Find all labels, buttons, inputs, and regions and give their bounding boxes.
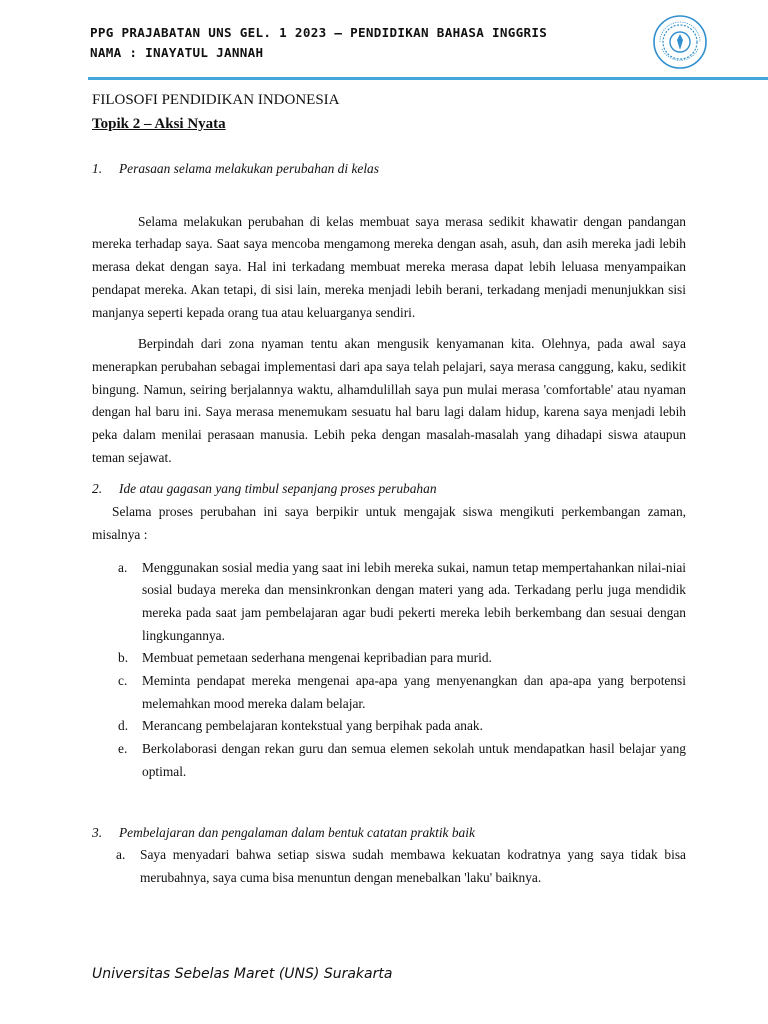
- list-item: c. Meminta pendapat mereka mengenai apa-apa yang menyenangkan dan apa-apa yang berpotensi melemahkan mood mereka dalam belajar.: [118, 673, 686, 711]
- list-item: a. Menggunakan sosial media yang saat ini lebih mereka sukai, namun tetap mempertahankan nilai-niai sosial budaya mereka dan mensinkronkan dengan materi yang ada. Terkadang perlu juga mendidik mereka pada saat jam pembelajaran agar budi pekerti mereka lebih berkembang dan sesuai dengan lingkungannya.: [118, 559, 686, 643]
- document-body: [92, 158, 686, 890]
- header-name-line: NAMA : INAYATUL JANNAH: [90, 45, 264, 60]
- header-rule: [88, 77, 768, 80]
- list-item: d. Merancang pembelajaran kontekstual yang berpihak pada anak.: [118, 718, 483, 734]
- document-subtitle: Topik 2 – Aksi Nyata: [92, 116, 226, 132]
- document-title: FILOSOFI PENDIDIKAN INDONESIA: [92, 92, 340, 108]
- uns-seal-logo-icon: [652, 14, 708, 70]
- section-3-list: [92, 844, 686, 889]
- section-2-intro: Selama proses perubahan ini saya berpikir untuk mengajak siswa mengikuti perkembangan zaman, misalnya :: [92, 504, 686, 542]
- section-1-paragraph: Selama melakukan perubahan di kelas membuat saya merasa sedikit khawatir dengan pandangan mereka terhadap saya. Saat saya mencoba mengamong mereka dengan asah, asuh, dan asih mereka jadi lebih merasa dekat dengan saya. Hal ini terkadang membuat mereka merasa dapat lebih leluasa menyampaikan pendapat mereka. Akan tetapi, di sisi lain, mereka menjadi lebih berani, terkadang menjadi menunjukkan sisi manjanya seperti kepada orang tua atau keluarganya sendiri.: [92, 213, 686, 320]
- header-program-line: PPG PRAJABATAN UNS GEL. 1 2023 – PENDIDIKAN BAHASA INGGRIS: [90, 25, 548, 40]
- list-item: a. Saya menyadari bahwa setiap siswa sudah membawa kekuatan kodratnya yang saya tidak bisa merubahnya, saya cuma bisa menuntun dengan menebalkan 'laku' baiknya.: [116, 847, 686, 885]
- list-item: b. Membuat pemetaan sederhana mengenai kepribadian para murid.: [118, 650, 492, 666]
- section-2-list: [92, 557, 686, 784]
- section-3-heading: 3. Pembelajaran dan pengalaman dalam bentuk catatan praktik baik: [92, 824, 475, 840]
- page-header: [0, 0, 768, 80]
- page-footer: Universitas Sebelas Maret (UNS) Surakarta: [92, 966, 393, 982]
- section-2-heading: 2. Ide atau gagasan yang timbul sepanjang proses perubahan: [92, 481, 437, 497]
- section-1-heading: 1. Perasaan selama melakukan perubahan di kelas: [92, 161, 379, 176]
- section-1-paragraph: Berpindah dari zona nyaman tentu akan mengusik kenyamanan kita. Olehnya, pada awal saya menerapkan perubahan sebagai implementasi dari apa saya telah pelajari, saya merasa canggung, kaku, sedikit bingung. Namun, seiring berjalannya waktu, alhamdulillah saya pun mulai merasa 'comfortable' atau nyaman dengan hal baru ini. Saya merasa menemukam sesuatu hal baru lagi dalam hidup, karena saya menjadi lebih peka dalam menilai perasaan manusia. Lebih peka dengan masalah-masalah yang dihadapi siswa ataupun teman sejawat.: [92, 336, 686, 465]
- list-item: e. Berkolaborasi dengan rekan guru dan semua elemen sekolah untuk mendapatkan hasil belajar yang optimal.: [118, 741, 686, 779]
